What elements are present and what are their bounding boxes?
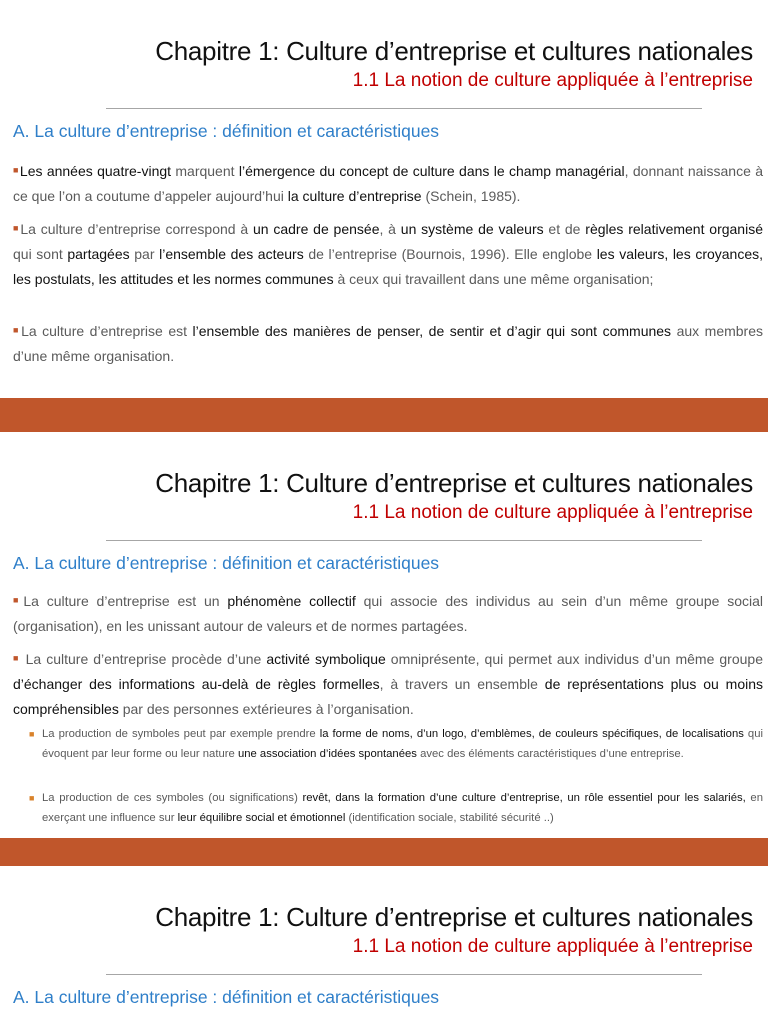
body-text: (Schein, 1985). xyxy=(421,188,521,204)
emphasized-text: partagées xyxy=(67,246,130,262)
section-subtitle: 1.1 La notion de culture appliquée à l’entreprise xyxy=(352,936,753,957)
emphasized-text: la forme de noms, d’un logo, d’emblèmes, de couleurs spécifiques, de localisations xyxy=(319,728,744,740)
slide-separator xyxy=(0,838,768,866)
emphasized-text: règles relativement organisé xyxy=(585,221,763,237)
bullet-marker: ■ xyxy=(29,793,35,803)
body-text: , à xyxy=(379,221,401,237)
section-subtitle: 1.1 La notion de culture appliquée à l’entreprise xyxy=(352,502,753,523)
emphasized-text: d’échanger des informations au-delà de règles formelles xyxy=(13,676,380,692)
bullet-marker: ■ xyxy=(29,729,35,739)
chapter-title: Chapitre 1: Culture d’entreprise et cultures nationales xyxy=(155,902,753,932)
bullet-paragraph xyxy=(13,318,763,369)
body-text: marquent xyxy=(171,163,239,179)
emphasized-text: l’ensemble des acteurs xyxy=(159,246,304,262)
section-heading: A. La culture d’entreprise : définition et caractéristiques xyxy=(13,121,440,141)
slide-separator xyxy=(0,398,768,432)
body-text: qui associe des individus au sein d’un même groupe social (organisation), en les unissant autour de valeurs et de normes partagées. xyxy=(13,593,763,634)
slide-1 xyxy=(0,0,768,398)
emphasized-text: les valeurs, les croyances, les postulats, les attitudes et les normes communes xyxy=(13,246,764,287)
bullet-paragraph xyxy=(13,588,763,639)
emphasized-text: l’émergence du concept de culture dans le champ managérial xyxy=(238,163,625,179)
emphasized-text: un système de valeurs xyxy=(400,221,544,237)
body-text: omniprésente, qui permet aux individus d’un même groupe xyxy=(385,651,763,667)
bullet-paragraph xyxy=(13,216,763,292)
body-text: La culture d’entreprise est xyxy=(21,323,193,339)
bullet-marker: ■ xyxy=(13,595,23,605)
body-text: par xyxy=(129,246,160,262)
body-text: La culture d’entreprise est un xyxy=(23,593,228,609)
chapter-title: Chapitre 1: Culture d’entreprise et cultures nationales xyxy=(155,468,753,498)
body-text: avec des éléments caractéristiques d’une entreprise. xyxy=(416,748,684,760)
body-text: La culture d’entreprise procède d’une xyxy=(20,651,267,667)
title-divider xyxy=(106,540,702,541)
emphasized-text: revêt, dans la formation d’une culture d’entreprise, un rôle essentiel pour les salariés, xyxy=(302,792,746,804)
emphasized-text: de représentations plus ou moins compréhensibles xyxy=(13,676,764,717)
body-text: à ceux qui travaillent dans une même organisation; xyxy=(333,271,654,287)
emphasized-text: l’ensemble des manières de penser, de sentir et d’agir qui sont communes xyxy=(192,323,672,339)
bullet-marker: ■ xyxy=(13,325,21,335)
sub-bullet xyxy=(29,724,763,764)
chapter-title: Chapitre 1: Culture d’entreprise et cultures nationales xyxy=(155,36,753,66)
sub-bullet xyxy=(29,788,763,828)
emphasized-text: la culture d’entreprise xyxy=(287,188,422,204)
body-text: de l’entreprise (Bournois, 1996). Elle englobe xyxy=(303,246,597,262)
bullet-paragraph xyxy=(13,646,763,722)
body-text: La production de symboles peut par exemple prendre xyxy=(42,728,320,740)
section-heading: A. La culture d’entreprise : définition et caractéristiques xyxy=(13,987,440,1007)
emphasized-text: phénomène collectif xyxy=(227,593,356,609)
emphasized-text: un cadre de pensée xyxy=(252,221,380,237)
section-heading: A. La culture d’entreprise : définition et caractéristiques xyxy=(13,553,440,573)
emphasized-text: Les années quatre-vingt xyxy=(19,163,172,179)
emphasized-text: leur équilibre social et émotionnel xyxy=(177,812,346,824)
emphasized-text: une association d’idées spontanées xyxy=(237,748,417,760)
body-text: , donnant naissance à ce que l’on a coutume d’appeler aujourd’hui xyxy=(13,163,763,204)
bullet-marker: ■ xyxy=(13,653,20,663)
body-text: (identification sociale, stabilité sécurité ..) xyxy=(345,812,554,824)
body-text: , à travers un ensemble xyxy=(379,676,545,692)
body-text: et de xyxy=(543,221,586,237)
title-divider xyxy=(106,108,702,109)
title-divider xyxy=(106,974,702,975)
body-text: qui sont xyxy=(13,246,68,262)
bullet-paragraph xyxy=(13,158,763,209)
body-text: La production de ces symboles (ou significations) xyxy=(42,792,303,804)
slide-3 xyxy=(0,866,768,1024)
body-text: La culture d’entreprise correspond à xyxy=(20,221,253,237)
bullet-marker: ■ xyxy=(13,165,19,175)
body-text: aux membres d’une même organisation. xyxy=(13,323,764,364)
body-text: qui évoquent par leur forme ou leur nature xyxy=(42,728,763,760)
body-text: par des personnes extérieures à l’organisation. xyxy=(118,701,414,717)
emphasized-text: activité symbolique xyxy=(266,651,386,667)
slide-2 xyxy=(0,432,768,838)
section-subtitle: 1.1 La notion de culture appliquée à l’entreprise xyxy=(352,70,753,91)
bullet-marker: ■ xyxy=(13,223,20,233)
body-text: en exerçant une influence sur xyxy=(42,792,763,824)
